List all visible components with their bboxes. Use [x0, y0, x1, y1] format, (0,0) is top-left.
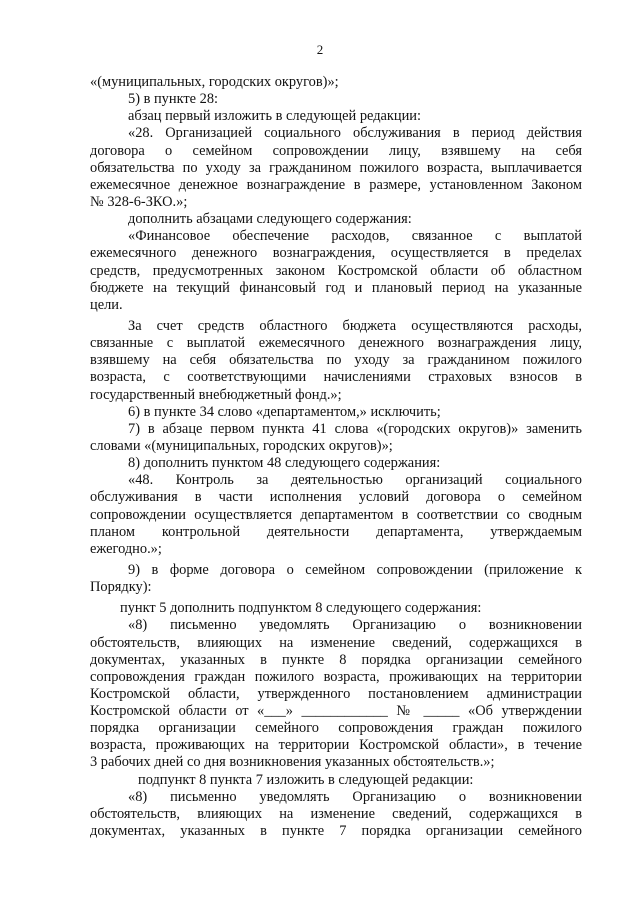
text-line: обстоятельств, влияющих на изменение сведений, содержащихся в — [90, 805, 582, 822]
text-line: «8) письменно уведомлять Организацию о возникновении — [128, 788, 582, 805]
text-line: обязательства по уходу за гражданином пожилого возраста, выплачивается — [90, 159, 582, 176]
text-line: бюджете на текущий финансовый год и плановый период на указанные — [90, 279, 582, 296]
text-line: За счет средств областного бюджета осуществляются расходы, — [128, 317, 582, 334]
text-line: 6) в пункте 34 слово «департаментом,» исключить; — [128, 403, 441, 420]
text-line: 9) в форме договора о семейном сопровождении (приложение к — [128, 561, 582, 578]
text-line: дополнить абзацами следующего содержания: — [128, 211, 412, 228]
text-line: 7) в абзаце первом пункта 41 слова «(городских округов)» заменить — [128, 420, 582, 437]
text-line: связанные с выплатой ежемесячного денежного вознаграждения лицу, — [90, 335, 582, 352]
text-line: документах, указанных в пункте 8 порядка организации семейного — [90, 651, 582, 668]
page-number: 2 — [316, 42, 324, 57]
text-line: договора о семейном сопровождении лицу, взявшему на себя — [90, 142, 582, 159]
text-line: сопровождении осуществляется департаментом в соответствии со сводным — [90, 506, 582, 523]
text-line: порядка организации семейного сопровождения граждан пожилого — [90, 720, 582, 737]
text-line: «48. Контроль за деятельностью организаций социального — [128, 472, 582, 489]
text-line: Костромской области, утвержденного постановлением администрации — [90, 685, 582, 702]
text-line: ежемесячного денежного вознаграждения, осуществляется в пределах — [90, 245, 582, 262]
text-line: возраста, с соответствующими начислениями страховых взносов в — [90, 369, 582, 386]
text-line: обстоятельств, влияющих на изменение сведений, содержащихся в — [90, 634, 582, 651]
text-line: взявшему на себя обязательства по уходу за гражданином пожилого — [90, 352, 582, 369]
text-line: пункт 5 дополнить подпунктом 8 следующего содержания: — [120, 600, 482, 617]
text-line: 3 рабочих дней со дня возникновения указанных обстоятельств.»; — [90, 754, 495, 771]
text-line: Костромской области от «___» ____________ № _____ «Об утверждении — [90, 703, 582, 720]
text-line: ежемесячное денежное вознаграждение в размере, установленном Законом — [90, 176, 582, 193]
document-body — [90, 74, 582, 840]
text-line: абзац первый изложить в следующей редакции: — [128, 108, 422, 125]
text-line: словами «(муниципальных, городских округов)»; — [90, 437, 393, 454]
text-line: Порядку): — [90, 579, 152, 596]
text-line: «Финансовое обеспечение расходов, связанное с выплатой — [128, 228, 582, 245]
text-line: № 328-6-ЗКО.»; — [90, 193, 188, 210]
text-line: «8) письменно уведомлять Организацию о возникновении — [128, 617, 582, 634]
text-line: 5) в пункте 28: — [128, 91, 219, 108]
text-line: документах, указанных в пункте 7 порядка организации семейного — [90, 823, 582, 840]
text-line: ежегодно.»; — [90, 540, 162, 557]
text-line: государственный внебюджетный фонд.»; — [90, 386, 342, 403]
text-line: 8) дополнить пунктом 48 следующего содержания: — [128, 455, 441, 472]
text-line: подпункт 8 пункта 7 изложить в следующей редакции: — [138, 771, 474, 788]
text-line: средств, предусмотренных законом Костромской области об областном — [90, 262, 582, 279]
text-line: сопровождения граждан пожилого возраста, проживающих на территории — [90, 668, 582, 685]
text-line: обслуживания в части исполнения условий договора о семейном — [90, 489, 582, 506]
text-line: цели. — [90, 296, 123, 313]
text-line: «28. Организацией социального обслуживания в период действия — [128, 125, 582, 142]
text-line: возраста, проживающих на территории Костромской области», в течение — [90, 737, 582, 754]
text-line: планом контрольной деятельности департамента, утверждаемым — [90, 523, 582, 540]
text-line: «(муниципальных, городских округов)»; — [90, 74, 339, 90]
